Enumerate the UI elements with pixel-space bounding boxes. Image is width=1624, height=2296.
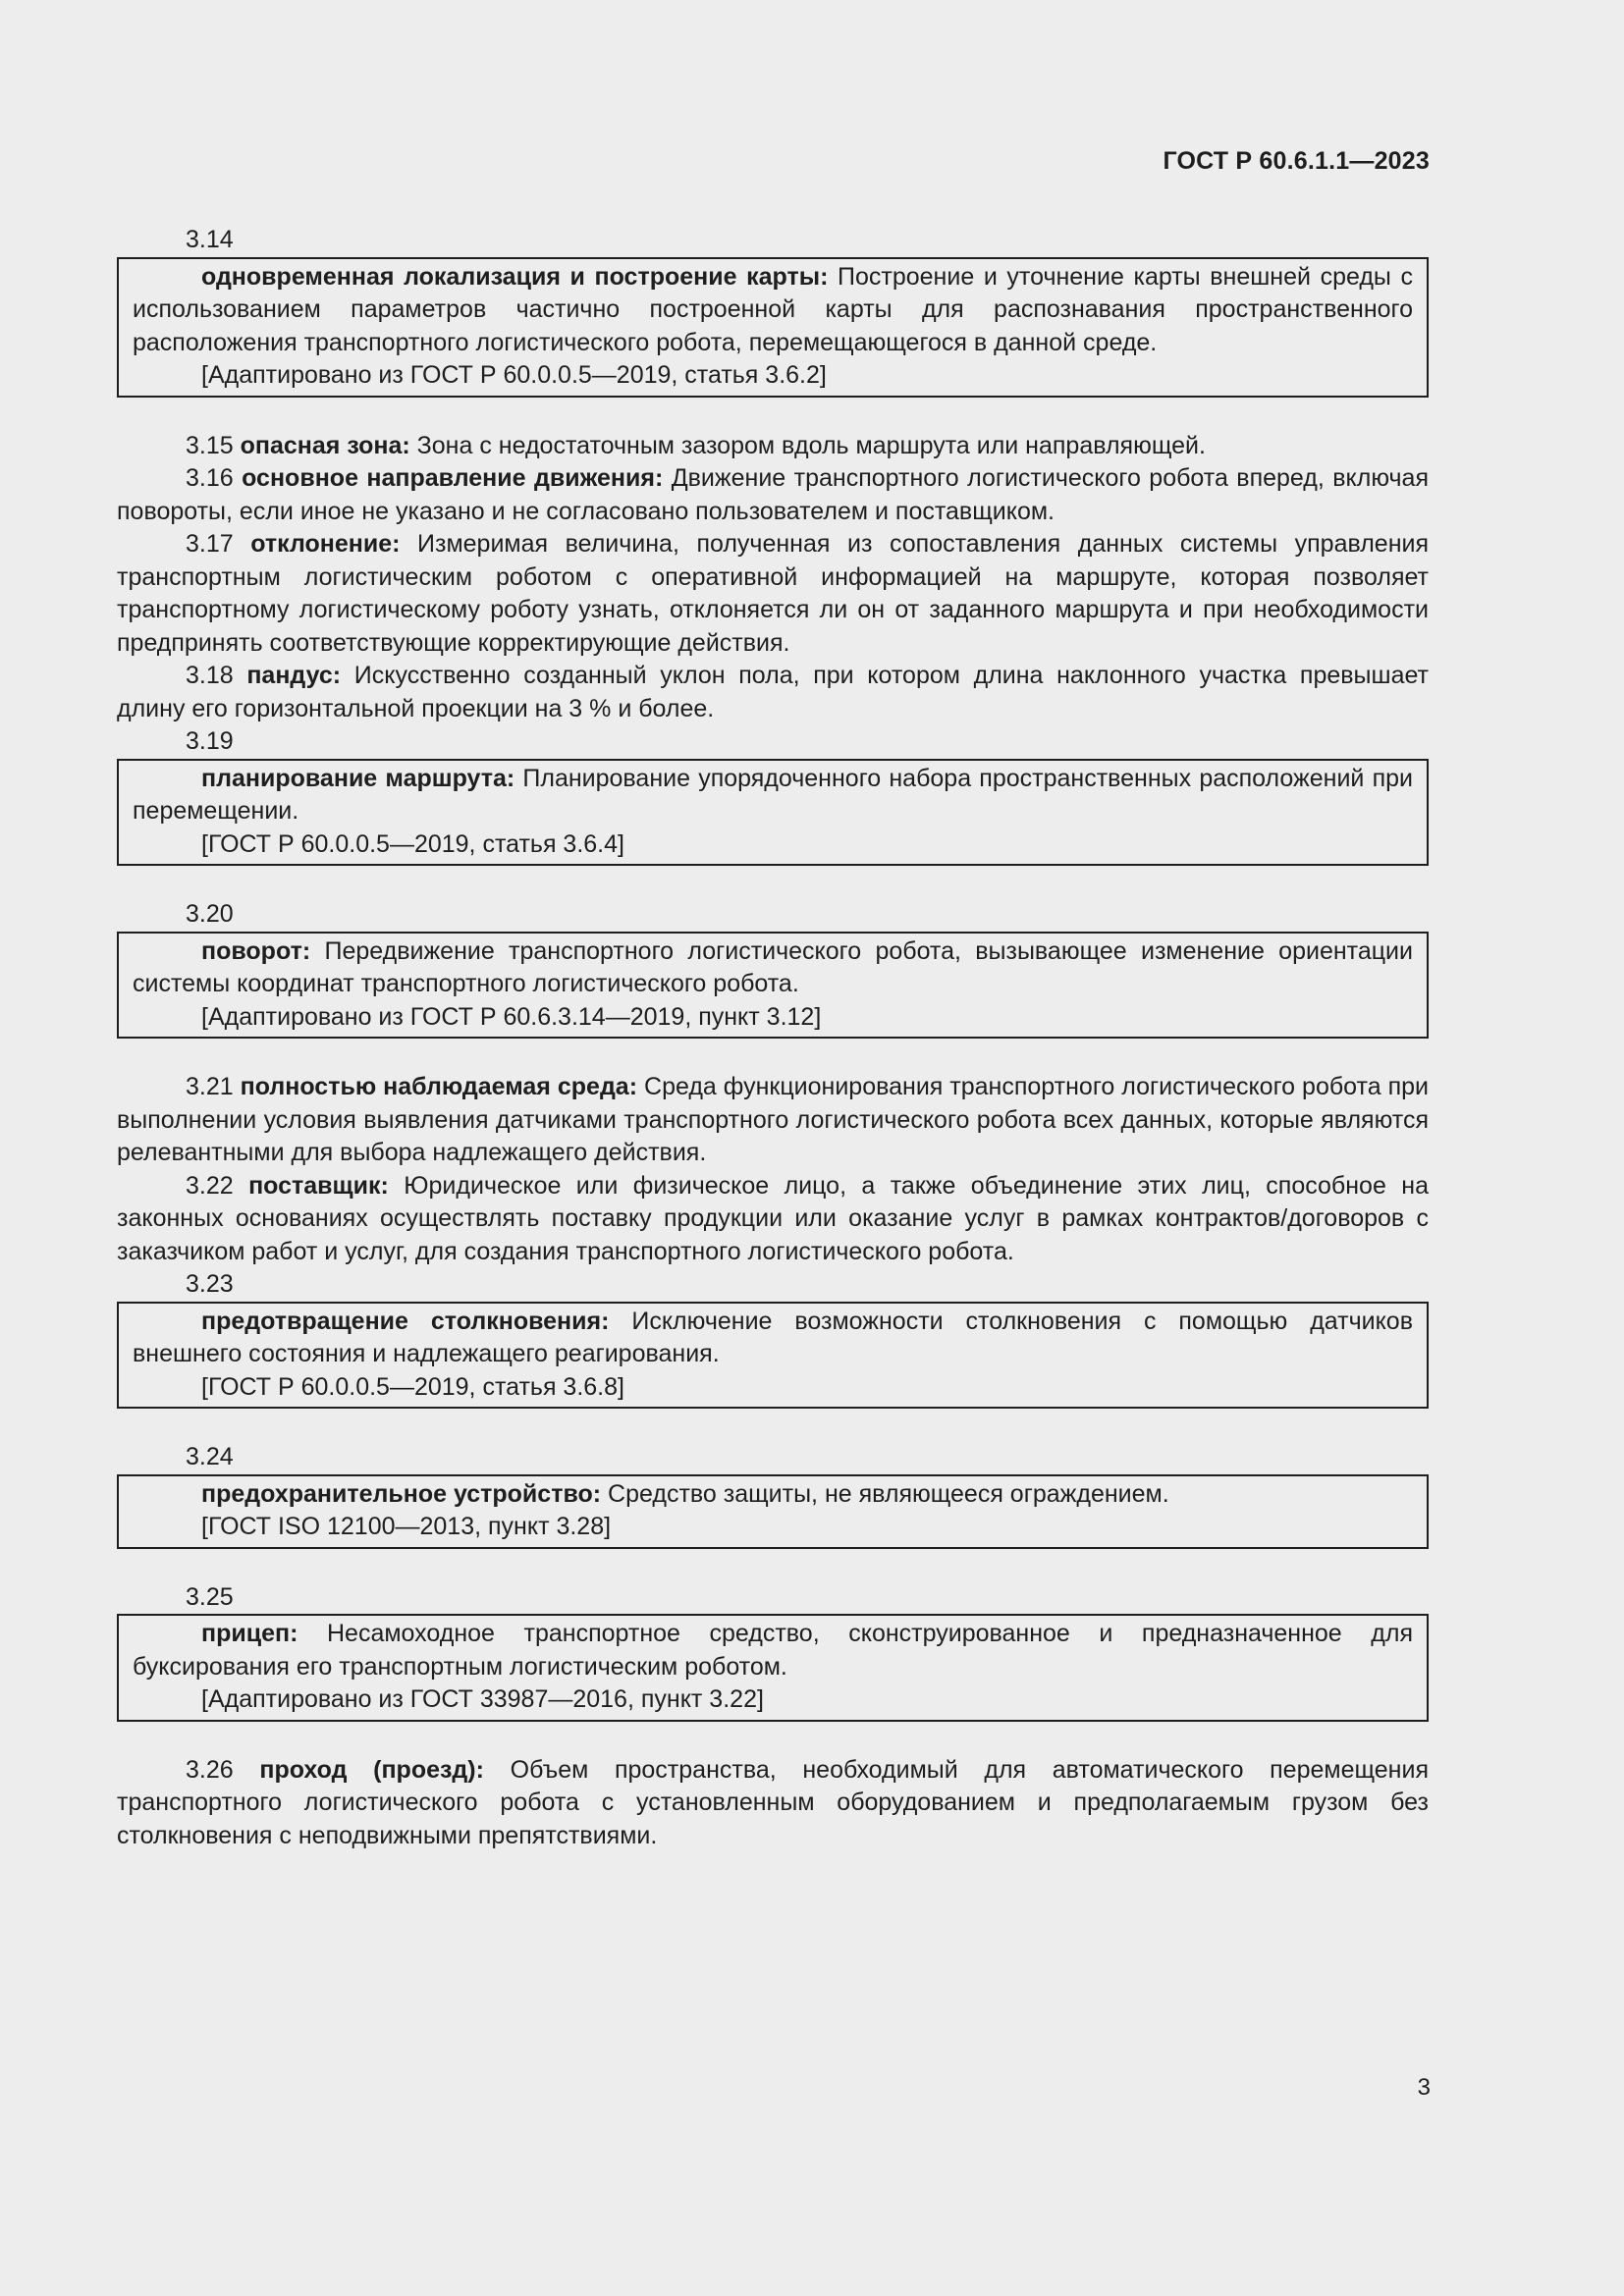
terms-section [117, 224, 1429, 1852]
term-paragraph: 3.18 пандус: Искусственно созданный уклон пола, при котором длина наклонного участка превышает длину его горизонтальной проекции на 3 % и более. [117, 662, 1429, 722]
term-definition: одновременная локализация и построение карты: Построение и уточнение карты внешней среды с использованием параметров частично построенной карты для распознавания пространственного расположения транспортного логистического робота, перемещающегося в данной среде. [133, 262, 1413, 356]
term-definition: прицеп: Несамоходное транспортное средство, сконструированное и предназначенное для буксирования его транспортным логистическим роботом. [133, 1620, 1413, 1681]
term-source: [ГОСТ Р 60.0.0.5—2019, статья 3.6.4] [201, 829, 624, 858]
term-number: 3.24 [186, 1443, 234, 1470]
term-paragraph: 3.21 полностью наблюдаемая среда: Среда функционирования транспортного логистического робота при выполнении условия выявления датчиками транспортного логистического робота всех данных, которые являются релевантными для выбора надлежащего действия. [117, 1073, 1429, 1166]
term-name: прицеп: [201, 1620, 298, 1647]
term-name: одновременная локализация и построение карты: [201, 262, 829, 291]
term-name: поставщик: [248, 1171, 389, 1200]
term-source: [Адаптировано из ГОСТ Р 60.0.0.5—2019, статья 3.6.2] [201, 361, 827, 389]
term-paragraph: 3.26 проход (проезд): Объем пространства, необходимый для автоматического перемещения транспортного логистического робота с установленным оборудованием и предполагаемым грузом без столкновения с неподвижными препятствиями. [117, 1755, 1429, 1849]
term-number: 3.23 [186, 1270, 234, 1298]
term-name: проход (проезд): [259, 1755, 484, 1784]
term-name: предохранительное устройство: [201, 1479, 602, 1508]
term-box [117, 759, 1429, 867]
term-name: предотвращение столкновения: [201, 1307, 610, 1335]
term-name: опасная зона: [240, 431, 410, 459]
term-box [117, 1474, 1429, 1549]
term-paragraph: 3.16 основное направление движения: Движение транспортного логистического робота вперед, включая повороты, если иное не указано и не согласовано пользователем и поставщиком. [117, 464, 1430, 525]
term-name: планирование маршрута: [201, 764, 515, 792]
term-paragraph: 3.17 отклонение: Измеримая величина, полученная из сопоставления данных системы управления транспортным логистическим роботом с оперативной информацией на маршруте, которая позволяет транспортному логистическому роботу узнать, отклоняется ли он от заданного маршрута и при необходимости предпринять соответствующие корректирующие действия. [117, 530, 1430, 657]
term-definition: поворот: Передвижение транспортного логистического робота, вызывающее изменение ориентации системы координат транспортного логистического робота. [133, 936, 1413, 997]
term-definition: предохранительное устройство: Средство защиты, не являющееся ограждением. [201, 1479, 1169, 1508]
term-source: [Адаптировано из ГОСТ 33987—2016, пункт 3.22] [201, 1685, 764, 1713]
term-box [117, 1302, 1429, 1410]
term-name: отклонение: [250, 530, 401, 558]
term-definition: предотвращение столкновения: Исключение возможности столкновения с помощью датчиков внешнего состояния и надлежащего реагирования. [133, 1307, 1413, 1367]
term-definition: планирование маршрута: Планирование упорядоченного набора пространственных расположений при перемещении. [133, 764, 1413, 825]
term-box [117, 257, 1429, 398]
term-name: основное направление движения: [242, 464, 664, 492]
term-source: [ГОСТ Р 60.0.0.5—2019, статья 3.6.8] [201, 1372, 624, 1401]
term-name: полностью наблюдаемая среда: [240, 1073, 638, 1100]
term-paragraph: 3.22 поставщик: Юридическое или физическое лицо, а также объединение этих лиц, способное на законных основаниях осуществлять поставку продукции или оказание услуг в рамках контрактов/договоров с заказчиком работ и услуг, для создания транспортного логистического робота. [117, 1171, 1429, 1265]
page-number: 3 [1417, 2074, 1431, 2101]
term-number: 3.25 [186, 1582, 234, 1611]
document-code: ГОСТ Р 60.6.1.1—2023 [1163, 147, 1430, 175]
term-name: поворот: [201, 936, 311, 965]
term-name: пандус: [246, 662, 342, 689]
term-source: [Адаптировано из ГОСТ Р 60.6.3.14—2019, пункт 3.12] [201, 1002, 822, 1031]
term-box [117, 932, 1429, 1040]
term-number: 3.20 [186, 900, 234, 928]
term-box [117, 1614, 1429, 1722]
term-source: [ГОСТ ISO 12100—2013, пункт 3.28] [201, 1513, 612, 1540]
term-number: 3.14 [186, 226, 234, 253]
term-paragraph: 3.15 опасная зона: Зона с недостаточным зазором вдоль маршрута или направляющей. [186, 431, 1206, 459]
term-number: 3.19 [186, 727, 234, 755]
